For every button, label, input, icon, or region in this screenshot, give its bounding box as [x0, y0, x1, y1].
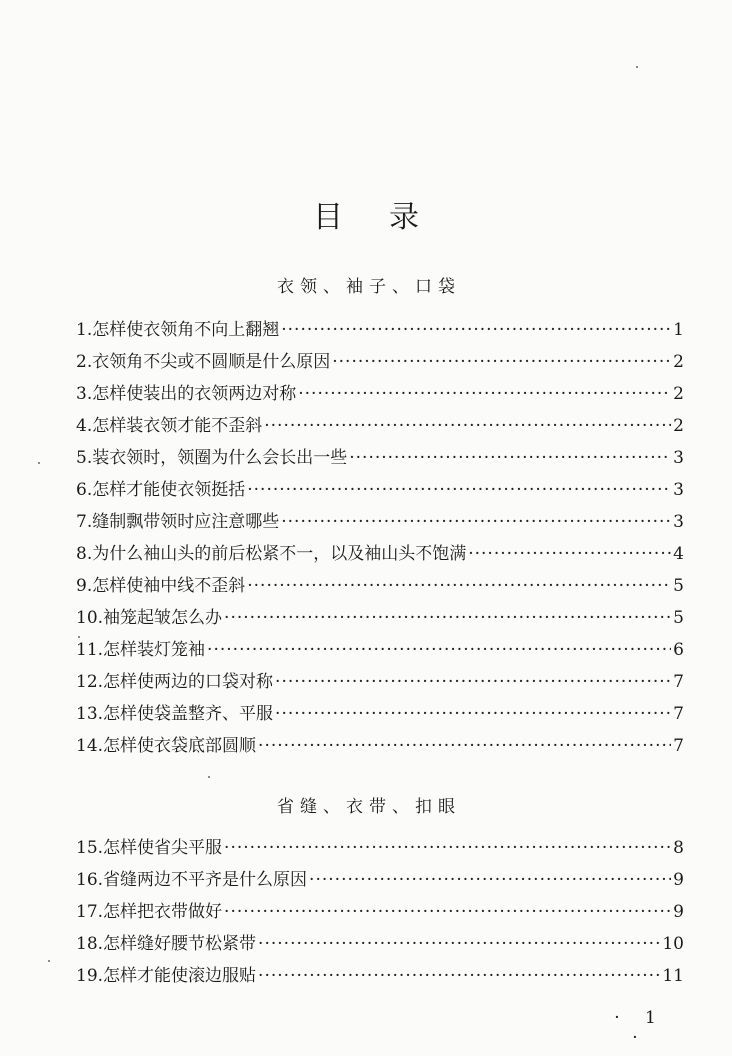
toc-dot-leader	[207, 634, 671, 666]
toc-entry-title: 9.怎样使袖中线不歪斜	[76, 576, 246, 596]
scan-speck	[38, 462, 40, 464]
section-heading-2: 省缝、衣带、扣眼	[277, 797, 461, 817]
toc-entry-page: 2	[673, 416, 684, 436]
toc-entry-page: 11	[662, 966, 684, 986]
toc-entry-title: 5.装衣领时，领圈为什么会长出一些	[76, 448, 348, 468]
toc-dot-leader	[281, 314, 671, 346]
toc-entry-page: 8	[673, 838, 684, 858]
scan-speck	[78, 636, 80, 638]
toc-dot-leader	[281, 506, 671, 538]
toc-dot-leader	[258, 928, 660, 960]
toc-dot-leader	[258, 730, 671, 762]
toc-entry-title: 15.怎样使省尖平服	[76, 838, 223, 858]
toc-dot-leader	[258, 960, 660, 992]
toc-entry-title: 7.缝制飘带领时应注意哪些	[76, 512, 280, 532]
toc-entry-page: 9	[673, 870, 684, 890]
toc-entry-page: 6	[673, 640, 684, 660]
toc-entry-title: 8.为什么袖山头的前后松紧不一，以及袖山头不饱满	[76, 544, 467, 564]
toc-entry	[76, 346, 684, 378]
toc-entry	[76, 538, 684, 570]
toc-entry	[76, 410, 684, 442]
toc-entry	[76, 896, 684, 928]
toc-entry-title: 4.怎样装衣领才能不歪斜	[76, 416, 263, 436]
toc-entry	[76, 666, 684, 698]
toc-section-1	[76, 314, 684, 762]
toc-entry	[76, 928, 684, 960]
toc-entry-page: 10	[662, 934, 684, 954]
section-heading-1: 衣领、袖子、口袋	[277, 277, 461, 297]
toc-entry-title: 16.省缝两边不平齐是什么原因	[76, 870, 308, 890]
toc-entry-title: 18.怎样缝好腰节松紧带	[76, 934, 257, 954]
scan-speck	[636, 66, 638, 68]
toc-entry-page: 7	[673, 736, 684, 756]
toc-dot-leader	[275, 698, 671, 730]
toc-entry	[76, 634, 684, 666]
toc-entry	[76, 442, 684, 474]
toc-entry	[76, 698, 684, 730]
toc-dot-leader	[247, 570, 671, 602]
toc-entry-page: 3	[673, 448, 684, 468]
toc-entry-title: 6.怎样才能使衣领挺括	[76, 480, 246, 500]
toc-dot-leader	[224, 832, 671, 864]
toc-dot-leader	[247, 474, 671, 506]
toc-entry-page: 5	[673, 608, 684, 628]
toc-entry-title: 10.袖笼起皱怎么办	[76, 608, 223, 628]
toc-entry	[76, 832, 684, 864]
toc-dot-leader	[332, 346, 671, 378]
toc-entry-page: 7	[673, 704, 684, 724]
toc-dot-leader	[224, 602, 671, 634]
toc-section-2	[76, 832, 684, 992]
toc-entry-page: 4	[673, 544, 684, 564]
toc-entry	[76, 378, 684, 410]
toc-entry-page: 5	[673, 576, 684, 596]
toc-dot-leader	[468, 538, 671, 570]
toc-entry-title: 1.怎样使衣领角不向上翻翘	[76, 320, 280, 340]
toc-entry-title: 3.怎样使装出的衣领两边对称	[76, 384, 297, 404]
toc-entry	[76, 570, 684, 602]
toc-entry-title: 11.怎样装灯笼袖	[76, 640, 206, 660]
page-number: · 1 ·	[614, 1008, 666, 1048]
toc-entry-page: 3	[673, 480, 684, 500]
toc-dot-leader	[275, 666, 671, 698]
toc-entry-page: 7	[673, 672, 684, 692]
toc-dot-leader	[309, 864, 671, 896]
toc-entry-page: 3	[673, 512, 684, 532]
toc-entry-title: 13.怎样使袋盖整齐、平服	[76, 704, 274, 724]
toc-entry	[76, 314, 684, 346]
toc-entry-page: 9	[673, 902, 684, 922]
toc-entry	[76, 864, 684, 896]
toc-entry	[76, 474, 684, 506]
scan-speck	[208, 776, 210, 778]
toc-entry	[76, 506, 684, 538]
toc-entry	[76, 602, 684, 634]
toc-entry-title: 2.衣领角不尖或不圆顺是什么原因	[76, 352, 331, 372]
scan-speck	[48, 960, 50, 962]
toc-dot-leader	[224, 896, 671, 928]
toc-dot-leader	[264, 410, 671, 442]
toc-entry	[76, 960, 684, 992]
toc-entry	[76, 730, 684, 762]
toc-entry-title: 19.怎样才能使滚边服贴	[76, 966, 257, 986]
toc-entry-title: 14.怎样使衣袋底部圆顺	[76, 736, 257, 756]
toc-entry-page: 2	[673, 352, 684, 372]
toc-entry-title: 17.怎样把衣带做好	[76, 902, 223, 922]
page-title: 目录	[313, 200, 465, 235]
toc-entry-title: 12.怎样使两边的口袋对称	[76, 672, 274, 692]
toc-dot-leader	[349, 442, 671, 474]
toc-dot-leader	[298, 378, 671, 410]
toc-entry-page: 2	[673, 384, 684, 404]
toc-entry-page: 1	[673, 320, 684, 340]
